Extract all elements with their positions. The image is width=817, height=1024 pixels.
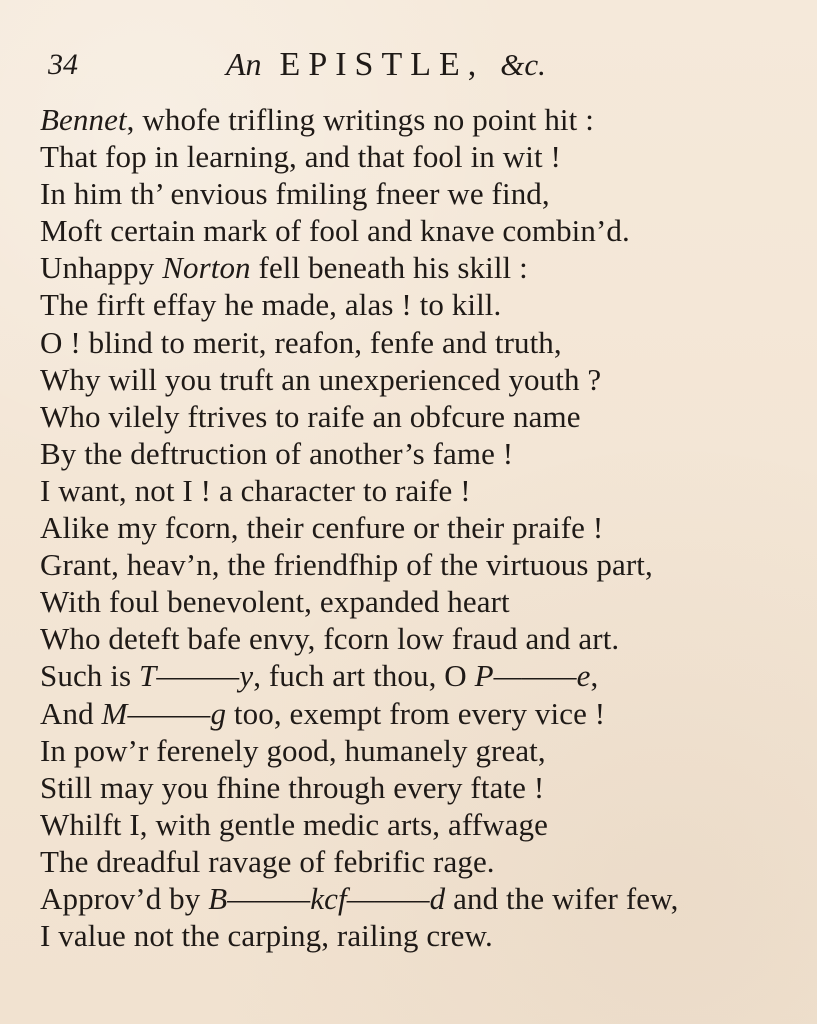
title-suffix: &c. <box>500 47 546 82</box>
poem-line-text: Approv’d by <box>40 880 209 916</box>
name-ty: T———y <box>138 658 254 694</box>
poem-line: Grant, heav’n, the friendfhip of the virtuous part, <box>40 547 653 583</box>
poem-line-text: , whofe trifling writings no point hit : <box>126 102 594 137</box>
poem-line: I value not the carping, railing crew. <box>40 918 493 954</box>
poem-line: Moft certain mark of fool and knave combin’d. <box>40 213 630 249</box>
poem-line <box>40 657 800 694</box>
poem-line: Who vilely ftrives to raife an obfcure name <box>40 398 581 434</box>
poem-line: O ! blind to merit, reafon, fenfe and truth, <box>40 324 562 360</box>
title-prefix: An <box>226 46 262 82</box>
poem-line: The dreadful ravage of febrific rage. <box>40 843 495 879</box>
poem-line <box>40 249 800 286</box>
poem-line-text: Such is <box>40 658 139 694</box>
poem-line: By the deftruction of another’s fame ! <box>40 435 514 471</box>
poem-line <box>40 695 800 732</box>
poem-line: Alike my fcorn, their cenfure or their praife ! <box>40 510 604 546</box>
poem-line: That fop in learning, and that fool in wit ! <box>40 139 561 175</box>
running-title <box>226 48 546 82</box>
poem-text <box>40 101 800 954</box>
poem-line-text: too, exempt from every vice ! <box>226 695 606 731</box>
poem-line <box>40 101 800 138</box>
name-mg: M———g <box>101 695 227 731</box>
page-header <box>48 48 768 92</box>
poem-line: Whilft I, with gentle medic arts, affwage <box>40 806 548 842</box>
poem-line-text: Unhappy <box>40 250 163 286</box>
name-norton: Norton <box>162 250 251 286</box>
name-bkcfd: B———kcf———d <box>208 880 446 916</box>
poem-line: Who deteft bafe envy, fcorn low fraud and art. <box>40 621 620 657</box>
name-pe: P———e <box>474 658 591 694</box>
poem-line: Why will you truft an unexperienced youth ? <box>40 361 602 397</box>
poem-line-text: And <box>40 695 102 731</box>
name-bennet: Bennet <box>40 102 127 137</box>
poem-line: In him th’ envious fmiling fneer we find, <box>40 176 550 212</box>
poem-line-text: fell beneath his skill : <box>250 250 528 286</box>
poem-line: The firft effay he made, alas ! to kill. <box>40 287 502 323</box>
poem-line: In pow’r ferenely good, humanely great, <box>40 732 546 768</box>
page-number: 34 <box>48 48 78 81</box>
poem-line-text: and the wifer few, <box>445 880 679 916</box>
poem-line: With foul benevolent, expanded heart <box>40 584 510 620</box>
poem-line-text: , <box>590 658 599 694</box>
title-main: EPISTLE, <box>279 46 485 83</box>
poem-line: I want, not I ! a character to raife ! <box>40 472 471 508</box>
poem-line-text: , fuch art thou, O <box>253 658 475 694</box>
poem-line: Still may you fhine through every ftate ! <box>40 769 545 805</box>
poem-line <box>40 880 800 917</box>
